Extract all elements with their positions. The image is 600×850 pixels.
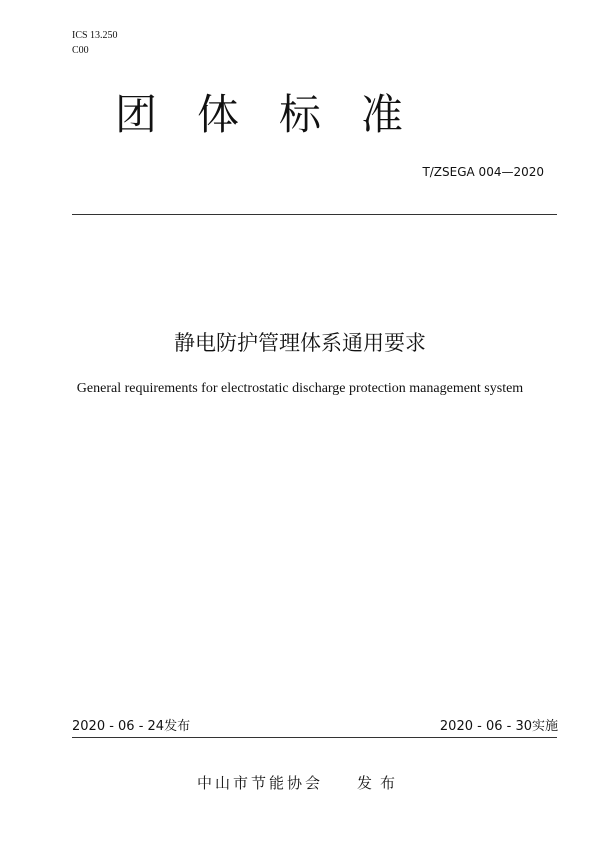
publisher-organization: 中山市节能协会: [196, 774, 323, 792]
ccs-code: C00: [72, 45, 89, 56]
ics-code: ICS 13.250: [72, 30, 118, 41]
bottom-divider: [72, 737, 557, 738]
standard-category-title: 团体标准: [115, 90, 444, 139]
implementation-date: 2020 - 06 - 30实施: [439, 719, 558, 734]
document-title-english: General requirements for electrostatic discharge protection management system: [76, 381, 524, 396]
publisher-line: [0, 773, 600, 793]
issue-date: 2020 - 06 - 24发布: [72, 719, 191, 734]
top-divider: [72, 214, 557, 215]
document-title-chinese: 静电防护管理体系通用要求: [174, 331, 426, 355]
standard-number: T/ZSEGA 004—2020: [422, 165, 544, 179]
publisher-action: 发布: [357, 774, 404, 792]
